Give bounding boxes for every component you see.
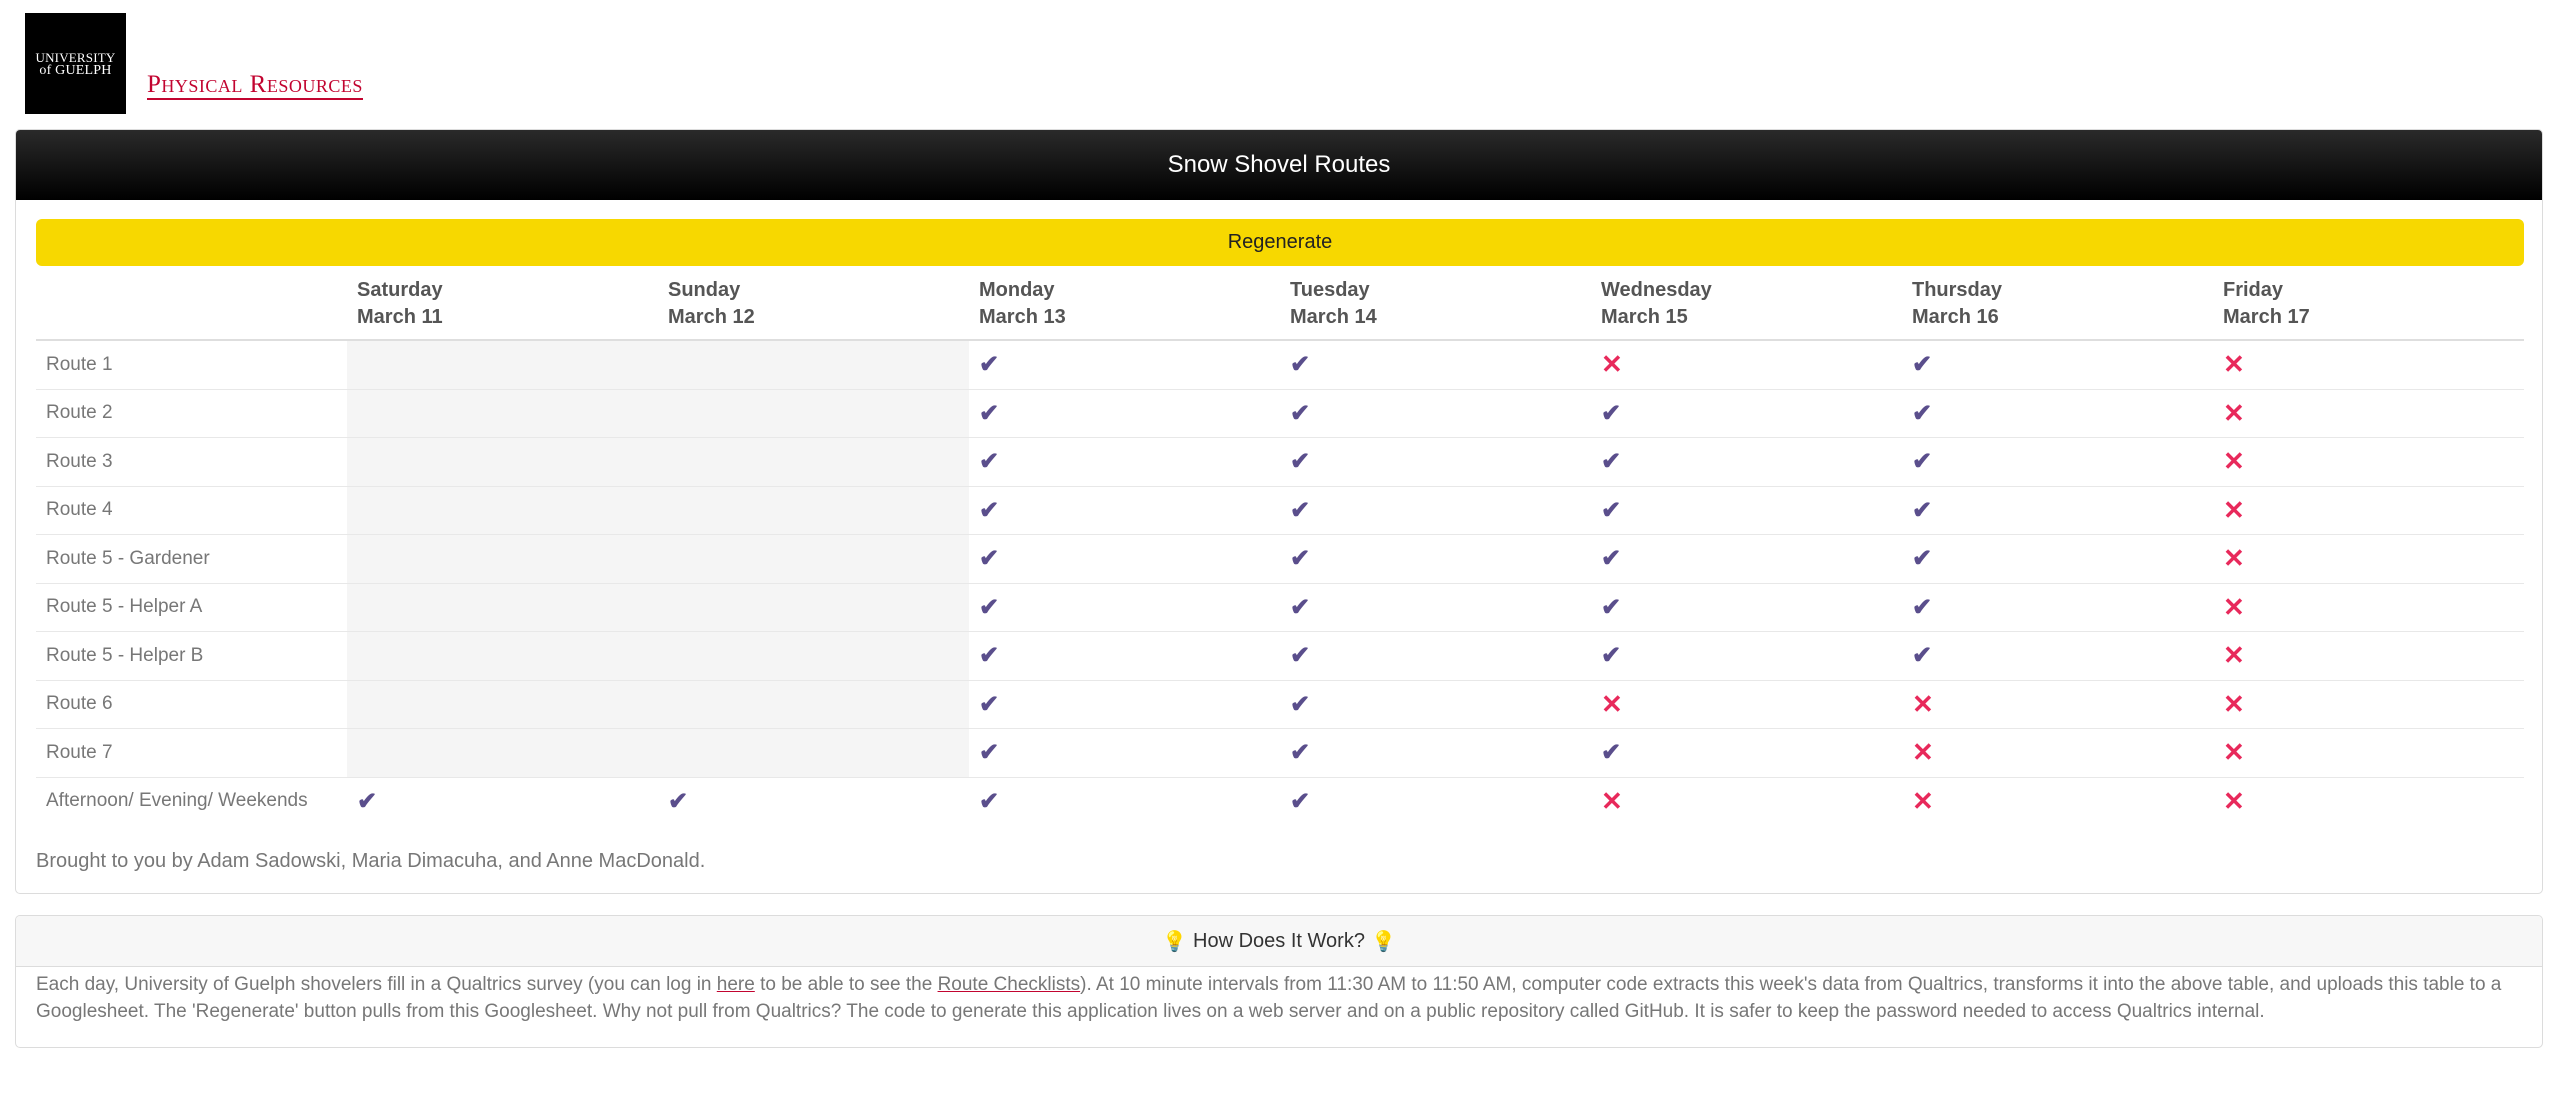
day-header bbox=[1280, 277, 1591, 340]
status-cell bbox=[2213, 340, 2524, 389]
day-weekday: Monday bbox=[979, 279, 1055, 301]
status-cell bbox=[2213, 535, 2524, 584]
check-icon: ✔ bbox=[1290, 496, 1311, 524]
cross-icon: ✕ bbox=[1912, 688, 1934, 719]
day-weekday: Thursday bbox=[1912, 279, 2003, 301]
status-cell bbox=[1902, 389, 2213, 438]
empty-cell bbox=[658, 438, 969, 487]
status-cell bbox=[1591, 632, 1902, 681]
check-icon: ✔ bbox=[1912, 593, 1933, 621]
status-cell bbox=[658, 777, 969, 825]
empty-cell bbox=[347, 340, 658, 389]
route-name: Route 5 - Helper A bbox=[36, 583, 347, 632]
table-row bbox=[36, 486, 2524, 535]
status-cell bbox=[1280, 438, 1591, 487]
day-header bbox=[1902, 277, 2213, 340]
check-icon: ✔ bbox=[979, 690, 1000, 718]
day-header bbox=[658, 277, 969, 340]
day-header bbox=[969, 277, 1280, 340]
status-cell bbox=[969, 535, 1280, 584]
day-weekday: Sunday bbox=[668, 279, 741, 301]
route-checklists-link[interactable]: Route Checklists bbox=[937, 974, 1081, 995]
route-column-header bbox=[36, 277, 347, 340]
regenerate-button[interactable]: Regenerate bbox=[36, 219, 2524, 266]
logo-line-2: of GUELPH bbox=[39, 62, 112, 78]
status-cell bbox=[969, 729, 1280, 778]
how-text-3: ). At 10 minute intervals from 11:30 AM to 11:50 AM, computer code extracts this week's data from Qualtrics, transforms it into the above table, and uploads this table to a Googlesheet. The 'Regenerate' button pulls from this Googlesheet. Why not pull from Qualtrics? The code to generate this application lives on a web server and on a public repository called GitHub. It is safer to keep the password needed to access Qualtrics internal. bbox=[36, 974, 2502, 1022]
route-name: Route 3 bbox=[36, 438, 347, 487]
table-row bbox=[36, 632, 2524, 681]
route-name: Afternoon/ Evening/ Weekends bbox=[36, 777, 347, 825]
route-name: Route 5 - Gardener bbox=[36, 535, 347, 584]
card-title: Snow Shovel Routes bbox=[16, 130, 2542, 200]
status-cell bbox=[2213, 632, 2524, 681]
lightbulb-icon: 💡 bbox=[1162, 930, 1188, 953]
status-cell bbox=[1280, 486, 1591, 535]
empty-cell bbox=[347, 486, 658, 535]
check-icon: ✔ bbox=[1290, 593, 1311, 621]
how-text-2: to be able to see the bbox=[754, 974, 938, 995]
empty-cell bbox=[347, 729, 658, 778]
status-cell bbox=[1591, 583, 1902, 632]
status-cell bbox=[1280, 777, 1591, 825]
day-header bbox=[1591, 277, 1902, 340]
status-cell bbox=[1902, 632, 2213, 681]
cross-icon: ✕ bbox=[2223, 785, 2245, 816]
day-date: March 14 bbox=[1290, 306, 1377, 328]
route-name: Route 7 bbox=[36, 729, 347, 778]
cross-icon: ✕ bbox=[1601, 349, 1623, 380]
status-cell bbox=[2213, 438, 2524, 487]
table-row bbox=[36, 340, 2524, 389]
check-icon: ✔ bbox=[1601, 399, 1622, 427]
status-cell bbox=[1902, 777, 2213, 825]
day-date: March 13 bbox=[979, 306, 1066, 328]
table-row bbox=[36, 583, 2524, 632]
check-icon: ✔ bbox=[1290, 351, 1311, 379]
check-icon: ✔ bbox=[1290, 545, 1311, 573]
status-cell bbox=[2213, 583, 2524, 632]
cross-icon: ✕ bbox=[1601, 785, 1623, 816]
status-cell bbox=[1591, 486, 1902, 535]
check-icon: ✔ bbox=[979, 399, 1000, 427]
day-weekday: Saturday bbox=[357, 279, 443, 301]
empty-cell bbox=[658, 583, 969, 632]
check-icon: ✔ bbox=[668, 787, 689, 815]
cross-icon: ✕ bbox=[1912, 785, 1934, 816]
check-icon: ✔ bbox=[1912, 448, 1933, 476]
day-date: March 15 bbox=[1601, 306, 1688, 328]
login-link[interactable]: here bbox=[716, 974, 755, 995]
check-icon: ✔ bbox=[979, 496, 1000, 524]
status-cell bbox=[969, 438, 1280, 487]
status-cell bbox=[969, 389, 1280, 438]
status-cell bbox=[1280, 340, 1591, 389]
empty-cell bbox=[658, 340, 969, 389]
cross-icon: ✕ bbox=[1912, 737, 1934, 768]
status-cell bbox=[2213, 777, 2524, 825]
table-row bbox=[36, 535, 2524, 584]
empty-cell bbox=[347, 583, 658, 632]
status-cell bbox=[1902, 438, 2213, 487]
lightbulb-icon: 💡 bbox=[1370, 930, 1396, 953]
status-cell bbox=[1591, 680, 1902, 729]
day-weekday: Tuesday bbox=[1290, 279, 1370, 301]
check-icon: ✔ bbox=[1912, 496, 1933, 524]
status-cell bbox=[1591, 389, 1902, 438]
day-date: March 16 bbox=[1912, 306, 1999, 328]
check-icon: ✔ bbox=[357, 787, 378, 815]
how-it-works-header bbox=[16, 916, 2542, 967]
status-cell bbox=[1280, 632, 1591, 681]
check-icon: ✔ bbox=[979, 448, 1000, 476]
cross-icon: ✕ bbox=[2223, 446, 2245, 477]
empty-cell bbox=[347, 535, 658, 584]
status-cell bbox=[1591, 729, 1902, 778]
day-date: March 12 bbox=[668, 306, 755, 328]
empty-cell bbox=[347, 438, 658, 487]
check-icon: ✔ bbox=[1290, 399, 1311, 427]
cross-icon: ✕ bbox=[2223, 397, 2245, 428]
empty-cell bbox=[658, 680, 969, 729]
empty-cell bbox=[658, 389, 969, 438]
table-body bbox=[36, 340, 2524, 825]
check-icon: ✔ bbox=[979, 642, 1000, 670]
status-cell bbox=[969, 486, 1280, 535]
table-row bbox=[36, 680, 2524, 729]
status-cell bbox=[1902, 729, 2213, 778]
check-icon: ✔ bbox=[1601, 593, 1622, 621]
status-cell bbox=[1902, 486, 2213, 535]
check-icon: ✔ bbox=[979, 593, 1000, 621]
status-cell bbox=[1591, 777, 1902, 825]
day-weekday: Wednesday bbox=[1601, 279, 1712, 301]
cross-icon: ✕ bbox=[2223, 737, 2245, 768]
cross-icon: ✕ bbox=[1601, 688, 1623, 719]
status-cell bbox=[1591, 438, 1902, 487]
how-it-works-title: How Does It Work? bbox=[1193, 929, 1365, 952]
status-cell bbox=[2213, 486, 2524, 535]
route-name: Route 1 bbox=[46, 353, 113, 375]
empty-cell bbox=[658, 729, 969, 778]
check-icon: ✔ bbox=[1601, 496, 1622, 524]
day-date: March 11 bbox=[357, 306, 443, 328]
site-header bbox=[25, 13, 363, 114]
status-cell bbox=[1280, 389, 1591, 438]
status-cell bbox=[1280, 583, 1591, 632]
brand-link[interactable]: Physical Resources bbox=[147, 71, 363, 98]
check-icon: ✔ bbox=[1912, 351, 1933, 379]
check-icon: ✔ bbox=[1290, 642, 1311, 670]
empty-cell bbox=[658, 486, 969, 535]
check-icon: ✔ bbox=[1290, 690, 1311, 718]
cross-icon: ✕ bbox=[2223, 494, 2245, 525]
cross-icon: ✕ bbox=[2223, 591, 2245, 622]
status-cell bbox=[1902, 340, 2213, 389]
table-row bbox=[36, 777, 2524, 825]
day-weekday: Friday bbox=[2223, 279, 2284, 301]
university-logo[interactable] bbox=[25, 13, 126, 114]
routes-card bbox=[15, 129, 2543, 894]
status-cell bbox=[2213, 729, 2524, 778]
cross-icon: ✕ bbox=[2223, 543, 2245, 574]
how-it-works-body bbox=[16, 967, 2542, 1025]
table-row bbox=[36, 729, 2524, 778]
day-date: March 17 bbox=[2223, 306, 2310, 328]
check-icon: ✔ bbox=[1601, 739, 1622, 767]
check-icon: ✔ bbox=[1601, 448, 1622, 476]
cross-icon: ✕ bbox=[2223, 688, 2245, 719]
check-icon: ✔ bbox=[1912, 399, 1933, 427]
how-it-works-card bbox=[15, 915, 2543, 1048]
check-icon: ✔ bbox=[979, 545, 1000, 573]
check-icon: ✔ bbox=[1912, 642, 1933, 670]
routes-table bbox=[36, 277, 2524, 825]
day-header bbox=[2213, 277, 2524, 340]
check-icon: ✔ bbox=[1601, 545, 1622, 573]
check-icon: ✔ bbox=[979, 739, 1000, 767]
status-cell bbox=[969, 340, 1280, 389]
status-cell bbox=[1280, 680, 1591, 729]
cross-icon: ✕ bbox=[2223, 349, 2245, 380]
check-icon: ✔ bbox=[979, 351, 1000, 379]
empty-cell bbox=[347, 389, 658, 438]
check-icon: ✔ bbox=[1290, 739, 1311, 767]
table-row bbox=[36, 438, 2524, 487]
status-cell bbox=[347, 777, 658, 825]
empty-cell bbox=[658, 632, 969, 681]
table-row bbox=[36, 389, 2524, 438]
status-cell bbox=[1902, 583, 2213, 632]
empty-cell bbox=[347, 680, 658, 729]
status-cell bbox=[1591, 535, 1902, 584]
status-cell bbox=[1902, 535, 2213, 584]
status-cell bbox=[969, 680, 1280, 729]
check-icon: ✔ bbox=[979, 787, 1000, 815]
table-header-row bbox=[36, 277, 2524, 340]
route-name: Route 4 bbox=[36, 486, 347, 535]
status-cell bbox=[969, 777, 1280, 825]
status-cell bbox=[1280, 535, 1591, 584]
credits-text: Brought to you by Adam Sadowski, Maria Dimacuha, and Anne MacDonald. bbox=[36, 850, 706, 872]
how-text-1: Each day, University of Guelph shovelers fill in a Qualtrics survey (you can log in bbox=[36, 974, 717, 995]
cross-icon: ✕ bbox=[2223, 640, 2245, 671]
status-cell bbox=[2213, 680, 2524, 729]
check-icon: ✔ bbox=[1601, 642, 1622, 670]
check-icon: ✔ bbox=[1290, 787, 1311, 815]
check-icon: ✔ bbox=[1912, 545, 1933, 573]
status-cell bbox=[969, 583, 1280, 632]
status-cell bbox=[2213, 389, 2524, 438]
empty-cell bbox=[347, 632, 658, 681]
status-cell bbox=[1902, 680, 2213, 729]
logo-line-1: UNIVERSITY bbox=[35, 49, 116, 65]
empty-cell bbox=[658, 535, 969, 584]
route-name: Route 6 bbox=[36, 680, 347, 729]
route-name: Route 5 - Helper B bbox=[36, 632, 347, 681]
day-header bbox=[347, 277, 658, 340]
check-icon: ✔ bbox=[1290, 448, 1311, 476]
status-cell bbox=[969, 632, 1280, 681]
status-cell bbox=[1280, 729, 1591, 778]
route-name: Route 2 bbox=[36, 389, 347, 438]
status-cell bbox=[1591, 340, 1902, 389]
